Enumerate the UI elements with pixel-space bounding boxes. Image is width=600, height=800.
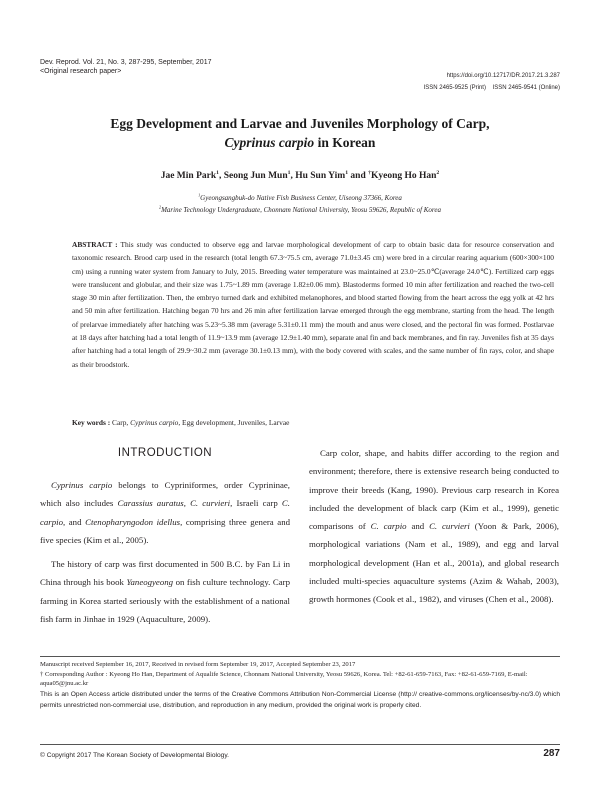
journal-citation xyxy=(40,58,211,76)
keywords-part-2: , Egg development, Juveniles, Larvae xyxy=(178,418,290,427)
title-line-2-rest: in Korean xyxy=(314,135,376,150)
paper-title xyxy=(40,114,560,152)
p2-book-title: Yaneogyeong xyxy=(126,577,174,588)
affiliation-1-mark: 1 xyxy=(198,192,201,198)
p3-text-2: and xyxy=(406,521,430,532)
issn-line: ISSN 2465-9525 (Print) ISSN 2465-9541 (Online) xyxy=(423,85,560,91)
p1-text-4: , and xyxy=(62,516,86,527)
paragraph-2 xyxy=(40,555,290,628)
p2-text-1: The history of carp was first documented in 500 B.C. by Fan Li in China through his book xyxy=(40,559,290,588)
author-and: and xyxy=(348,171,369,181)
journal-volume-line: Dev. Reprod. Vol. 21, No. 3, 287-295, September, 2017 xyxy=(40,59,212,66)
section-heading-introduction: INTRODUCTION xyxy=(117,447,213,459)
doi-block xyxy=(424,70,560,94)
author-4: Kyeong Ho Han xyxy=(370,171,437,181)
p3-text-1: Carp color, shape, and habits differ according to the region and environment; therefore, there is extensive research being conducted to improve their breeds (Kang, 1990). Previous carp research in Korea included the development of black carp (Kim et al., 1999), genetic comparisons of xyxy=(309,448,559,532)
author-3: , Hu Sun Yim xyxy=(290,171,346,181)
body-column-left xyxy=(40,476,290,628)
corresponding-author: † Corresponding Author : Kyeong Ho Han, Department of Aqualife Science, Chonnam National University, Yeosu 59626, Korea. Tel: +82-61-659-7163, Fax: +82-61-659-7169, E-mail: aqua05@jnu.ac.kr xyxy=(40,670,528,687)
footnote-divider xyxy=(40,656,560,657)
keywords xyxy=(72,417,554,429)
p1-text-3: , Israeli carp xyxy=(230,498,282,509)
keywords-label: Key words : xyxy=(72,418,111,427)
author-1: Jae Min Park xyxy=(160,171,217,181)
p2-text-2: on fish culture technology. Carp farming in Korea started seriously with the establishment of a national fish farm in Jinhae in 1929 (Aquaculture, 2009). xyxy=(40,577,290,625)
title-line-2 xyxy=(40,133,560,152)
license-notice: This is an Open Access article distributed under the terms of the Creative Commons Attribution Non-Commercial License (http:// creative-commons.org/licenses/by-nc/3.0) which permits unrestricted non-commercial use, distribution, and reproduction in any medium, provided the original work is properly cited. xyxy=(40,691,560,709)
bottom-divider xyxy=(40,744,560,745)
author-4-affil: 2 xyxy=(436,169,440,176)
doi-link[interactable]: https://doi.org/10.12717/DR.2017.21.3.287 xyxy=(446,73,560,79)
p1-text-1: belongs to Cypriniformes, order Cyprininae, which also includes xyxy=(40,480,290,509)
author-2-affil: 1 xyxy=(287,169,291,176)
p1-species-4: C. carpio xyxy=(40,498,290,527)
author-3-affil: 1 xyxy=(345,169,349,176)
page-number: 287 xyxy=(543,748,560,759)
p1-species-1: Cyprinus carpio xyxy=(51,480,113,490)
manuscript-notes xyxy=(40,660,560,689)
paragraph-1 xyxy=(40,476,290,549)
p1-species-3: C. curvieri xyxy=(190,498,231,509)
title-line-1: Egg Development and Larvae and Juveniles Morphology of Carp, xyxy=(110,116,490,131)
affiliation-2-mark: 2 xyxy=(158,204,162,210)
paragraph-3 xyxy=(309,444,559,609)
copyright-notice: © Copyright 2017 The Korean Society of Developmental Biology. xyxy=(40,752,229,759)
author-list xyxy=(40,170,560,182)
abstract-label: ABSTRACT : xyxy=(72,240,118,249)
keywords-part-1: Carp, xyxy=(110,418,131,427)
affiliations xyxy=(40,192,560,216)
p1-species-2: Carassius auratus xyxy=(117,498,184,509)
affiliation-1-text: Gyeongsangbuk-do Native Fish Business Center, Uiseong 37366, Korea xyxy=(200,194,402,202)
p3-text-3: (Yoon & Park, 2006), morphological variations (Nam et al., 1989), and egg and larval morphological development (Han et al., 2001a), and global research included multi-species aquaculture systems (Azim & Wahab, 2003), growth hormones (Cook et al., 1982), and viruses (Chen et al., 2008). xyxy=(309,521,559,605)
p3-species-1: C. carpio xyxy=(370,521,407,532)
affiliation-2-text: Marine Technology Undergraduate, Chonnam National University, Yeosu 59626, Republic of Korea xyxy=(161,206,441,214)
affiliation-2 xyxy=(40,204,560,216)
article-type: <Original research paper> xyxy=(40,68,122,75)
p3-species-2: C. curvieri xyxy=(429,521,470,532)
abstract xyxy=(72,238,554,371)
title-species: Cyprinus carpio xyxy=(224,135,315,150)
p1-text-2: , xyxy=(183,498,191,509)
p1-text-5: , comprising three genera and five species (Kim et al., 2005). xyxy=(40,516,290,545)
keywords-species: Cyprinus carpio xyxy=(130,418,179,427)
abstract-text: This study was conducted to observe egg and larvae morphological development of carp to obtain basic data for resource conservation and taxonomic research. Brood carp used in the research (total length 67.3~75.5 cm, average 71.0±3.45 cm) were bred in a circular rearing aquarium (600×300×100 cm) using a running water system from January to July, 2015. Breeding water temperature was maintained at 23.0~25.0℃(average 24.0℃). Fertilized carp eggs were translucent and globular, and their size was 1.75~1.89 mm (average 1.82±0.06 mm). Blastoderms formed 10 min after fertilization and reached the two-cell stage 30 min after fertilization. Then, the embryo turned dark and exhibited melanophores, and blood started flowing from the heart across the egg yolk at 42 hrs and 50 min after fertilization. Hatching began 70 hrs and 26 min after fertilization larvae emerged through the egg membrane, starting from the head. The length of prelarvae immediately after hatching was 5.23~5.38 mm (average 5.31±0.11 mm) the mouth and anus were closed, and the pectoral fin was formed. Postlarvae at 18 days after hatching had a total length of 11.9~13.9 mm (average 12.9±1.40 mm), separate anal fin and back membranes, and fin ray. Juveniles fish at 35 days after hatching had a total length of 29.9~30.2 mm (average 30.1±0.13 mm), with the body covered with scales, and the same number of fin rays, color, and shape as their broodstork. xyxy=(72,240,554,369)
manuscript-dates: Manuscript received September 16, 2017, Received in revised form September 19, 2017, Accepted September 23, 2017 xyxy=(40,661,356,668)
p1-species-5: Ctenopharyngodon idellus xyxy=(85,516,181,527)
affiliation-1 xyxy=(40,192,560,204)
body-column-right xyxy=(309,444,559,609)
corresponding-mark: † xyxy=(368,169,371,176)
author-1-affil: 1 xyxy=(216,169,219,176)
author-2: , Seong Jun Mun xyxy=(218,171,288,181)
